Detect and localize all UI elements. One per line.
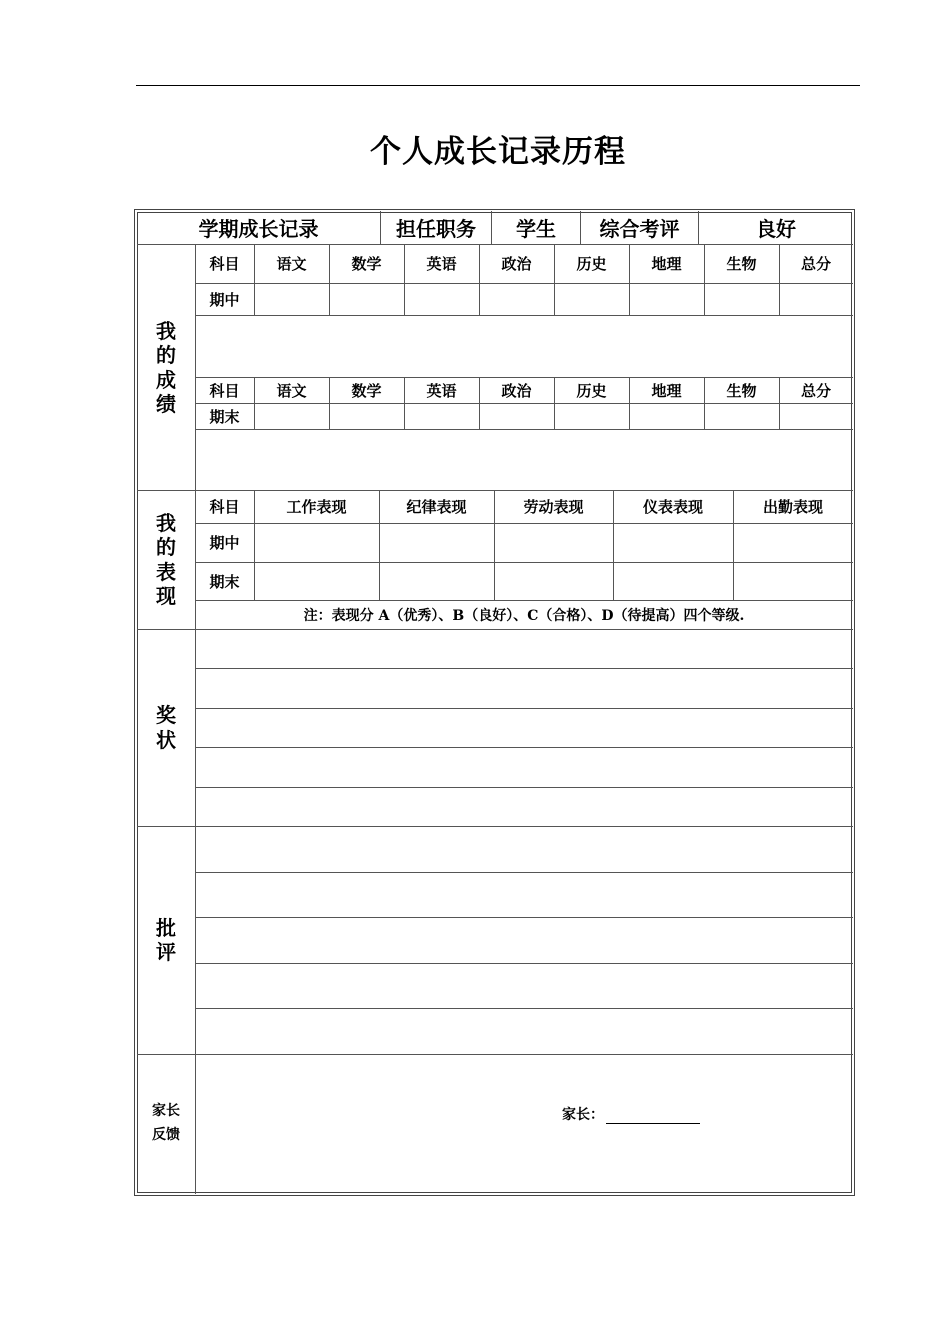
grades-col-header: 科目 bbox=[209, 255, 240, 273]
row-line bbox=[195, 963, 853, 964]
grades-section-label bbox=[137, 245, 195, 490]
grades-col-header: 生物 bbox=[726, 255, 757, 273]
row-line bbox=[137, 1054, 853, 1055]
grades-final-label: 期末 bbox=[209, 407, 240, 426]
grades-col-header: 历史 bbox=[576, 381, 607, 400]
grades-col-header: 语文 bbox=[276, 255, 307, 273]
page-title: 个人成长记录历程 bbox=[370, 134, 626, 170]
performance-label-char: 我 bbox=[156, 510, 176, 535]
row-line bbox=[195, 562, 853, 563]
criticism-label-char: 批 bbox=[156, 915, 176, 940]
row-line bbox=[195, 872, 853, 873]
performance-final-label: 期末 bbox=[209, 572, 240, 591]
parent-label-line: 反馈 bbox=[152, 1127, 180, 1143]
performance-col-header: 纪律表现 bbox=[406, 498, 467, 516]
grades-col-header: 生物 bbox=[726, 381, 757, 400]
performance-midterm-label: 期中 bbox=[209, 534, 240, 552]
row-line bbox=[195, 787, 853, 788]
record-label: 学期成长记录 bbox=[198, 217, 319, 241]
row-line bbox=[195, 283, 853, 284]
grades-col-header: 政治 bbox=[501, 255, 532, 273]
grades-label-char: 绩 bbox=[156, 391, 176, 416]
grades-col-header: 英语 bbox=[426, 255, 457, 273]
performance-col-header: 出勤表现 bbox=[762, 498, 823, 516]
performance-label-char: 现 bbox=[156, 583, 176, 608]
parent-label-line: 家长 bbox=[152, 1103, 180, 1120]
row-line bbox=[195, 708, 853, 709]
grades-col-header: 政治 bbox=[501, 381, 532, 400]
row-line bbox=[195, 917, 853, 918]
position-label: 担任职务 bbox=[396, 217, 476, 241]
parent-signature bbox=[562, 1104, 700, 1124]
row-line bbox=[195, 1008, 853, 1009]
row-line bbox=[195, 315, 853, 316]
parent-feedback-label bbox=[137, 1054, 195, 1194]
grades-label-char: 的 bbox=[156, 343, 176, 368]
performance-col-header: 劳动表现 bbox=[523, 498, 584, 516]
top-rule bbox=[136, 85, 860, 86]
record-table-frame bbox=[134, 209, 855, 1196]
performance-section-label bbox=[137, 490, 195, 629]
row-line bbox=[137, 629, 853, 630]
row-line bbox=[195, 429, 853, 430]
grades-col-header: 语文 bbox=[276, 381, 307, 400]
criticism-section-label bbox=[137, 826, 195, 1054]
grades-col-header: 数学 bbox=[351, 381, 382, 400]
grades-col-header: 地理 bbox=[651, 255, 682, 273]
awards-section-label bbox=[137, 629, 195, 826]
evaluation-value: 良好 bbox=[756, 217, 796, 241]
grades-label-char: 我 bbox=[156, 318, 176, 343]
row-line bbox=[195, 523, 853, 524]
performance-grading-note: 注：表现分 A（优秀）、B（良好）、C（合格）、D（待提高）四个等级. bbox=[303, 607, 745, 624]
performance-label-char: 表 bbox=[156, 559, 176, 584]
grades-midterm-label: 期中 bbox=[209, 290, 240, 309]
grades-label-char: 成 bbox=[156, 367, 176, 392]
row-line bbox=[195, 747, 853, 748]
performance-col-header: 工作表现 bbox=[286, 498, 347, 516]
record-table-inner-border bbox=[137, 212, 852, 1193]
row-line bbox=[195, 403, 853, 404]
grades-col-header: 总分 bbox=[800, 381, 831, 400]
position-value: 学生 bbox=[516, 217, 556, 241]
criticism-label-char: 评 bbox=[156, 940, 176, 964]
row-line bbox=[137, 826, 853, 827]
grades-col-header: 总分 bbox=[800, 255, 831, 273]
grades-col-header: 地理 bbox=[651, 381, 682, 400]
row-line bbox=[195, 668, 853, 669]
parent-signature-line[interactable] bbox=[606, 1107, 700, 1124]
parent-signature-label: 家长： bbox=[562, 1107, 604, 1123]
awards-label-char: 奖 bbox=[156, 703, 176, 728]
performance-label-char: 的 bbox=[156, 535, 176, 560]
evaluation-label: 综合考评 bbox=[599, 217, 680, 241]
performance-col-header: 科目 bbox=[209, 498, 240, 516]
grades-col-header: 英语 bbox=[426, 381, 457, 400]
grades-col-header: 数学 bbox=[351, 255, 382, 273]
grades-col-header: 历史 bbox=[576, 255, 607, 273]
awards-label-char: 状 bbox=[156, 727, 176, 752]
performance-col-header: 仪表表现 bbox=[642, 498, 703, 516]
grades-col-header: 科目 bbox=[209, 381, 240, 400]
